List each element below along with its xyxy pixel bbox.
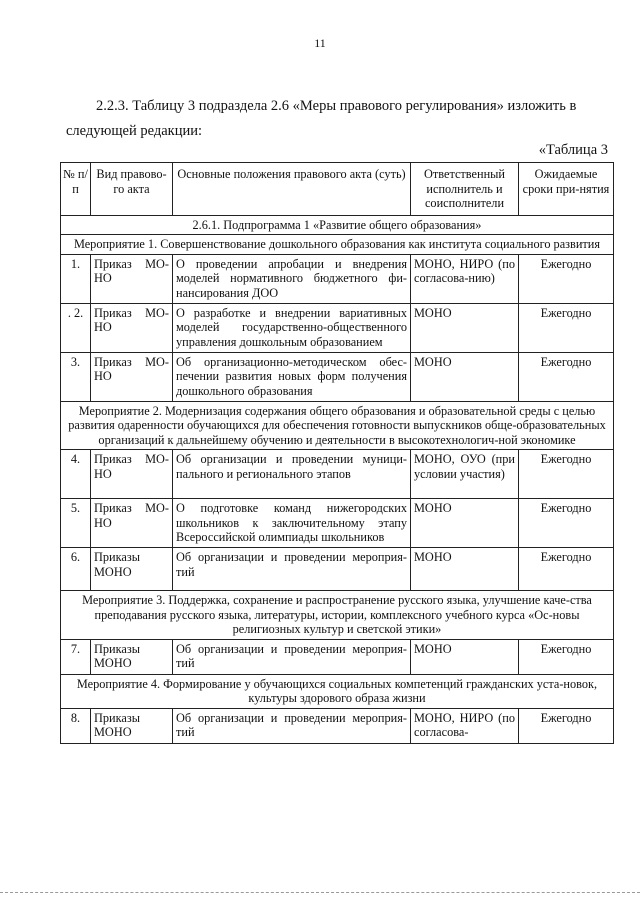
row-executor: МОНО: [411, 548, 519, 591]
row-term: Ежегодно: [519, 639, 614, 674]
table-row: [61, 303, 614, 352]
row-act-type: Приказы МОНО: [91, 548, 173, 591]
table-row: [61, 352, 614, 401]
row-num: . 2.: [61, 303, 91, 352]
header-type: Вид правово-го акта: [91, 163, 173, 216]
measure-4-title: Мероприятие 4. Формирование у обучающихся социальных компетенций гражданских уста-новок, культуры здорового образа жизни: [61, 674, 614, 708]
row-num: 1.: [61, 254, 91, 303]
table-row: [61, 450, 614, 499]
measure-row: [61, 235, 614, 255]
row-num: 6.: [61, 548, 91, 591]
row-act-type: Приказ МО-НО: [91, 254, 173, 303]
row-num: 4.: [61, 450, 91, 499]
row-executor: МОНО, НИРО (по согласова-нию): [411, 254, 519, 303]
measure-3-title: Мероприятие 3. Поддержка, сохранение и распространение русского языка, улучшение каче-ства преподавания русского языка, литературы, истории, комплексного учебного курса «Ос-новы религиозных культур и светской этики»: [61, 591, 614, 640]
measures-table: [60, 162, 614, 744]
row-executor: МОНО: [411, 639, 519, 674]
row-description: Об организации и проведении мероприя-тий: [173, 639, 411, 674]
row-term: Ежегодно: [519, 450, 614, 499]
row-description: Об организации и проведении мероприя-тий: [173, 548, 411, 591]
row-num: 8.: [61, 708, 91, 743]
measure-row: [61, 401, 614, 450]
row-act-type: Приказ МО-НО: [91, 450, 173, 499]
row-term: Ежегодно: [519, 352, 614, 401]
row-executor: МОНО: [411, 352, 519, 401]
table-row: [61, 548, 614, 591]
row-description: Об организации и проведении муници-пального и регионального этапов: [173, 450, 411, 499]
row-act-type: Приказы МОНО: [91, 708, 173, 743]
row-term: Ежегодно: [519, 499, 614, 548]
row-description: Об организационно-методическом обес-печении развития новых форм получения дошкольного образования: [173, 352, 411, 401]
subprogram-title: 2.6.1. Подпрограмма 1 «Развитие общего образования»: [61, 215, 614, 235]
measure-1-title: Мероприятие 1. Совершенствование дошкольного образования как института социального развития: [61, 235, 614, 255]
row-act-type: Приказы МОНО: [91, 639, 173, 674]
header-desc: Основные положения правового акта (суть): [173, 163, 411, 216]
row-description: Об организации и проведении мероприя-тий: [173, 708, 411, 743]
row-term: Ежегодно: [519, 548, 614, 591]
intro-paragraph-line1: 2.2.3. Таблицу 3 подраздела 2.6 «Меры правового регулирования» изложить в: [96, 98, 577, 114]
row-executor: МОНО: [411, 303, 519, 352]
measure-2-title: Мероприятие 2. Модернизация содержания общего образования и образовательной среды с целью развития одаренности обучающихся для обеспечения готовности выпускников обще-образовательных организаций к дальнейшему обучению и деятельности в высокотехнологич-ной экономике: [61, 401, 614, 450]
table-row: [61, 499, 614, 548]
row-executor: МОНО: [411, 499, 519, 548]
page-number: 11: [314, 36, 326, 50]
subprogram-row: [61, 215, 614, 235]
table-caption: «Таблица 3: [538, 142, 608, 158]
table-row: [61, 708, 614, 743]
row-num: 5.: [61, 499, 91, 548]
header-exec: Ответственный исполнитель и соисполнители: [411, 163, 519, 216]
table-row: [61, 639, 614, 674]
measure-row: [61, 591, 614, 640]
row-term: Ежегодно: [519, 303, 614, 352]
row-act-type: Приказ МО-НО: [91, 499, 173, 548]
row-executor: МОНО, ОУО (при условии участия): [411, 450, 519, 499]
row-term: Ежегодно: [519, 708, 614, 743]
header-term: Ожидаемые сроки при-нятия: [519, 163, 614, 216]
row-act-type: Приказ МО-НО: [91, 303, 173, 352]
row-description: О проведении апробации и внедрения моделей нормативного бюджетного фи-нансирования ДОО: [173, 254, 411, 303]
measure-row: [61, 674, 614, 708]
row-act-type: Приказ МО-НО: [91, 352, 173, 401]
row-num: 7.: [61, 639, 91, 674]
row-description: О подготовке команд нижегородских школьников к заключительному этапу Всероссийской олимпиады школьников: [173, 499, 411, 548]
page-bottom-divider: [0, 892, 640, 893]
header-num: № п/п: [61, 163, 91, 216]
table-row: [61, 254, 614, 303]
row-num: 3.: [61, 352, 91, 401]
row-executor: МОНО, НИРО (по согласова-: [411, 708, 519, 743]
table-header-row: [61, 163, 614, 216]
intro-paragraph-line2: следующей редакции:: [66, 123, 203, 139]
row-description: О разработке и внедрении вариативных моделей государственно-общественного управления дошкольным образованием: [173, 303, 411, 352]
row-term: Ежегодно: [519, 254, 614, 303]
